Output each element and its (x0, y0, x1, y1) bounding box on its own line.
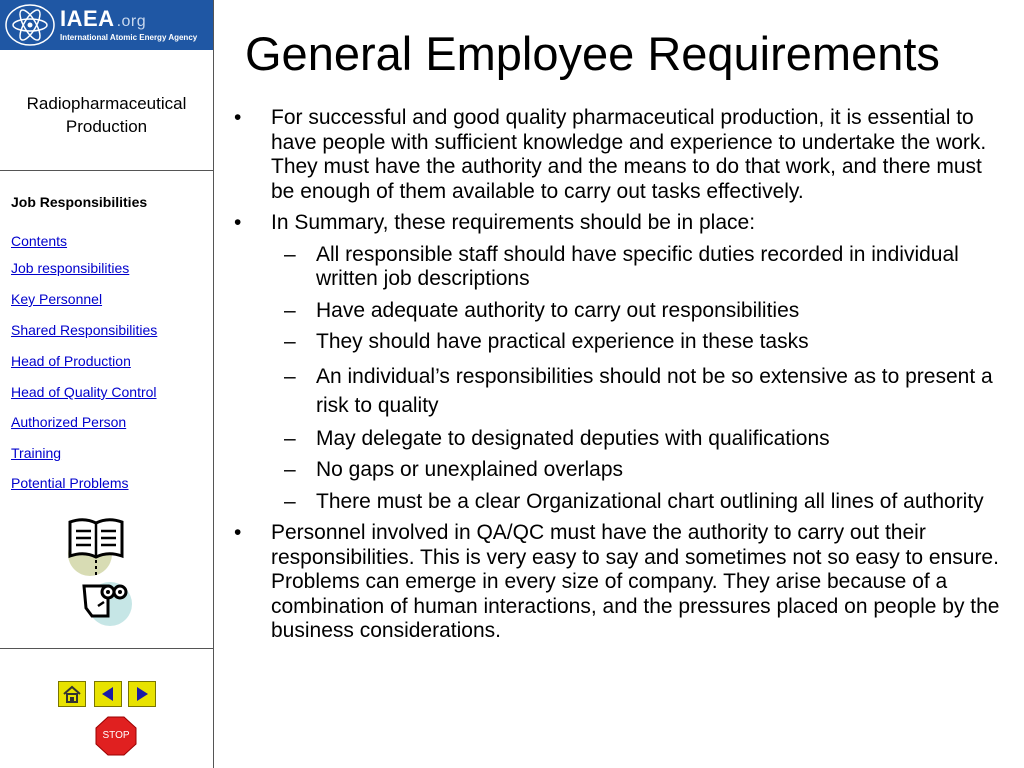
nav-link-contents[interactable]: Contents (11, 233, 68, 249)
arrow-left-icon (95, 682, 121, 706)
slide-title: General Employee Requirements (245, 27, 940, 80)
previous-slide-button[interactable] (94, 681, 122, 707)
nav-link-authorized-person[interactable]: Authorized Person (11, 414, 127, 430)
sub-bullet-item: – An individual’s responsibilities should not be so extensive as to present a risk to quality (271, 362, 1007, 420)
sub-bullet-item: – May delegate to designated deputies with qualifications (271, 427, 1007, 452)
nav-link-head-of-production[interactable]: Head of Production (11, 353, 131, 369)
bullet-item (232, 211, 1007, 514)
stop-button[interactable] (95, 716, 137, 756)
open-book-icon (70, 520, 122, 557)
logo-wordmark: IAEA .org (60, 6, 147, 31)
logo-subtitle: International Atomic Energy Agency (60, 33, 198, 42)
nav-link-job-responsibilities[interactable]: Job responsibilities (11, 260, 130, 276)
arrow-right-icon (129, 682, 155, 706)
iaea-logo-banner[interactable] (0, 0, 213, 50)
stop-label: STOP (102, 730, 130, 741)
divider (0, 648, 213, 649)
sub-bullet-item: – Have adequate authority to carry out responsibilities (271, 299, 1007, 324)
nav-link-key-personnel[interactable]: Key Personnel (11, 291, 103, 307)
book-and-reader-illustration (64, 516, 144, 634)
nav-link-shared-responsibilities[interactable]: Shared Responsibilities (11, 322, 158, 338)
bullet-item (232, 106, 1007, 204)
bullet-item (232, 521, 1007, 644)
divider (0, 170, 213, 171)
sub-bullet-item: – All responsible staff should have specific duties recorded in individual written job descriptions (271, 243, 1007, 292)
section-title: Radiopharmaceutical Production (26, 94, 187, 136)
home-button[interactable] (58, 681, 86, 707)
next-slide-button[interactable] (128, 681, 156, 707)
nav-link-head-of-quality-control[interactable]: Head of Quality Control (11, 384, 157, 400)
bullet-text: Personnel involved in QA/QC must have the authority to carry out their responsibilities. This is very easy to say and sometimes not so easy to ensure. Problems can emerge in every size of company. They arise because of a combination of human interactions, and the pressures placed on people by the business considerations. (271, 521, 1000, 642)
sub-bullet-list (271, 243, 1007, 515)
nav-link-potential-problems[interactable]: Potential Problems (11, 475, 129, 491)
home-icon (59, 682, 85, 706)
sub-bullet-item: – There must be a clear Organizational chart outlining all lines of authority (271, 490, 1007, 515)
sub-bullet-item: – No gaps or unexplained overlaps (271, 458, 1007, 483)
nav-heading: Job Responsibilities (11, 194, 148, 210)
slide-body (232, 106, 1007, 651)
bullet-text: For successful and good quality pharmaceutical production, it is essential to have people with sufficient knowledge and experience to undertake the work. They must have the authority and the means to do that work, and there must be enough of them available to carry out tasks effectively. (271, 106, 987, 203)
bullet-text: In Summary, these requirements should be in place: (271, 211, 756, 234)
atom-emblem-icon (4, 3, 56, 47)
sub-bullet-item: – They should have practical experience in these tasks (271, 330, 1007, 355)
nav-link-training[interactable]: Training (11, 445, 62, 461)
sidebar (0, 0, 214, 768)
